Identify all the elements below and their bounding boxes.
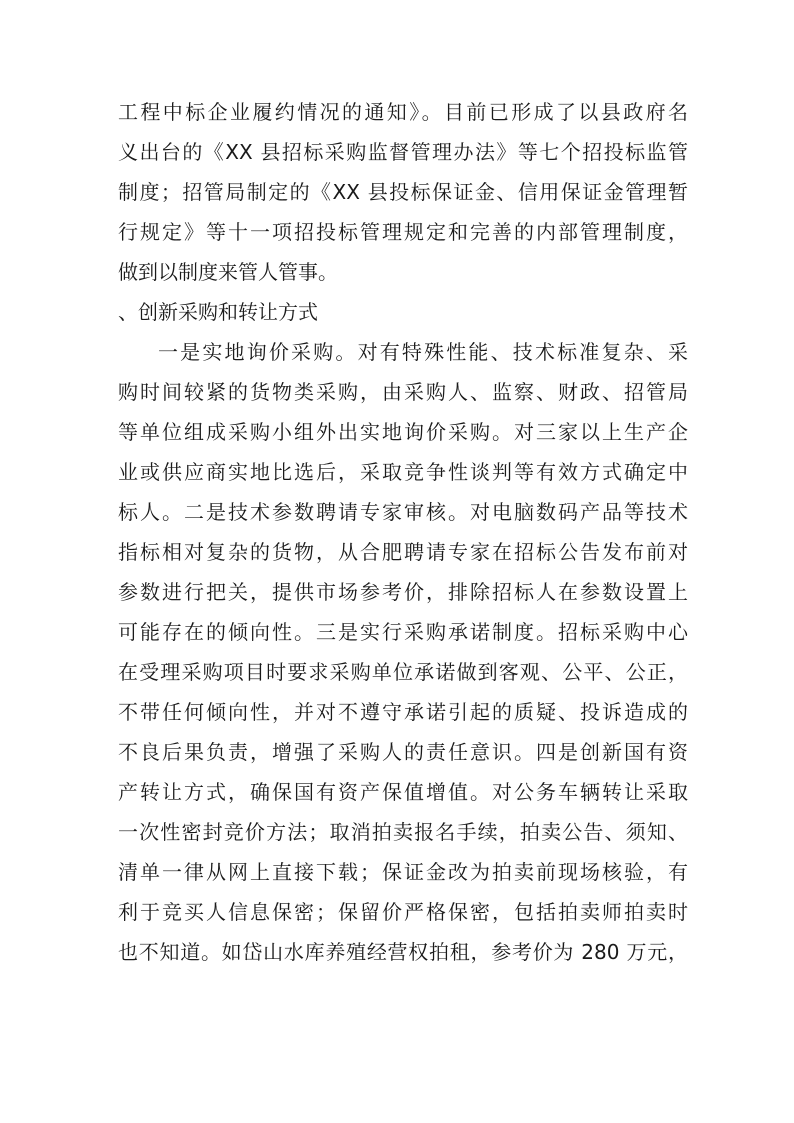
text-line: 业或供应商实地比选后，采取竞争性谈判等有效方式确定中: [118, 460, 688, 484]
text-line: 也不知道。如岱山水库养殖经营权拍租，参考价为 280 万元，: [118, 940, 688, 964]
text-line: 等单位组成采购小组外出实地询价采购。对三家以上生产企: [118, 420, 688, 444]
text-line: 参数进行把关，提供市场参考价，排除招标人在参数设置上: [118, 580, 688, 604]
text-line: 一是实地询价采购。对有特殊性能、技术标准复杂、采: [158, 340, 688, 364]
text-line: 不带任何倾向性，并对不遵守承诺引起的质疑、投诉造成的: [118, 700, 688, 724]
body-text: [118, 92, 688, 972]
text-line: 不良后果负责，增强了采购人的责任意识。四是创新国有资: [118, 740, 688, 764]
text-line: 可能存在的倾向性。三是实行采购承诺制度。招标采购中心: [118, 620, 688, 644]
text-line: 指标相对复杂的货物，从合肥聘请专家在招标公告发布前对: [118, 540, 688, 564]
text-line: 义出台的《XX 县招标采购监督管理办法》等七个招投标监管: [118, 140, 688, 164]
text-line: 清单一律从网上直接下载；保证金改为拍卖前现场核验，有: [118, 860, 688, 884]
text-line: 做到以制度来管人管事。: [118, 260, 338, 284]
text-line: 制度；招管局制定的《XX 县投标保证金、信用保证金管理暂: [118, 180, 688, 204]
text-line: 一次性密封竞价方法；取消拍卖报名手续，拍卖公告、须知、: [118, 820, 688, 844]
text-line: 产转让方式，确保国有资产保值增值。对公务车辆转让采取: [118, 780, 688, 804]
text-line: 工程中标企业履约情况的通知》。目前已形成了以县政府名: [118, 100, 688, 124]
text-line: 利于竞买人信息保密；保留价严格保密，包括拍卖师拍卖时: [118, 900, 688, 924]
text-line: 行规定》等十一项招投标管理规定和完善的内部管理制度，: [118, 220, 688, 244]
text-line: 购时间较紧的货物类采购，由采购人、监察、财政、招管局: [118, 380, 688, 404]
text-line: 标人。二是技术参数聘请专家审核。对电脑数码产品等技术: [118, 500, 688, 524]
section-heading: 、创新采购和转让方式: [118, 300, 318, 324]
text-line: 在受理采购项目时要求采购单位承诺做到客观、公平、公正，: [118, 660, 688, 684]
